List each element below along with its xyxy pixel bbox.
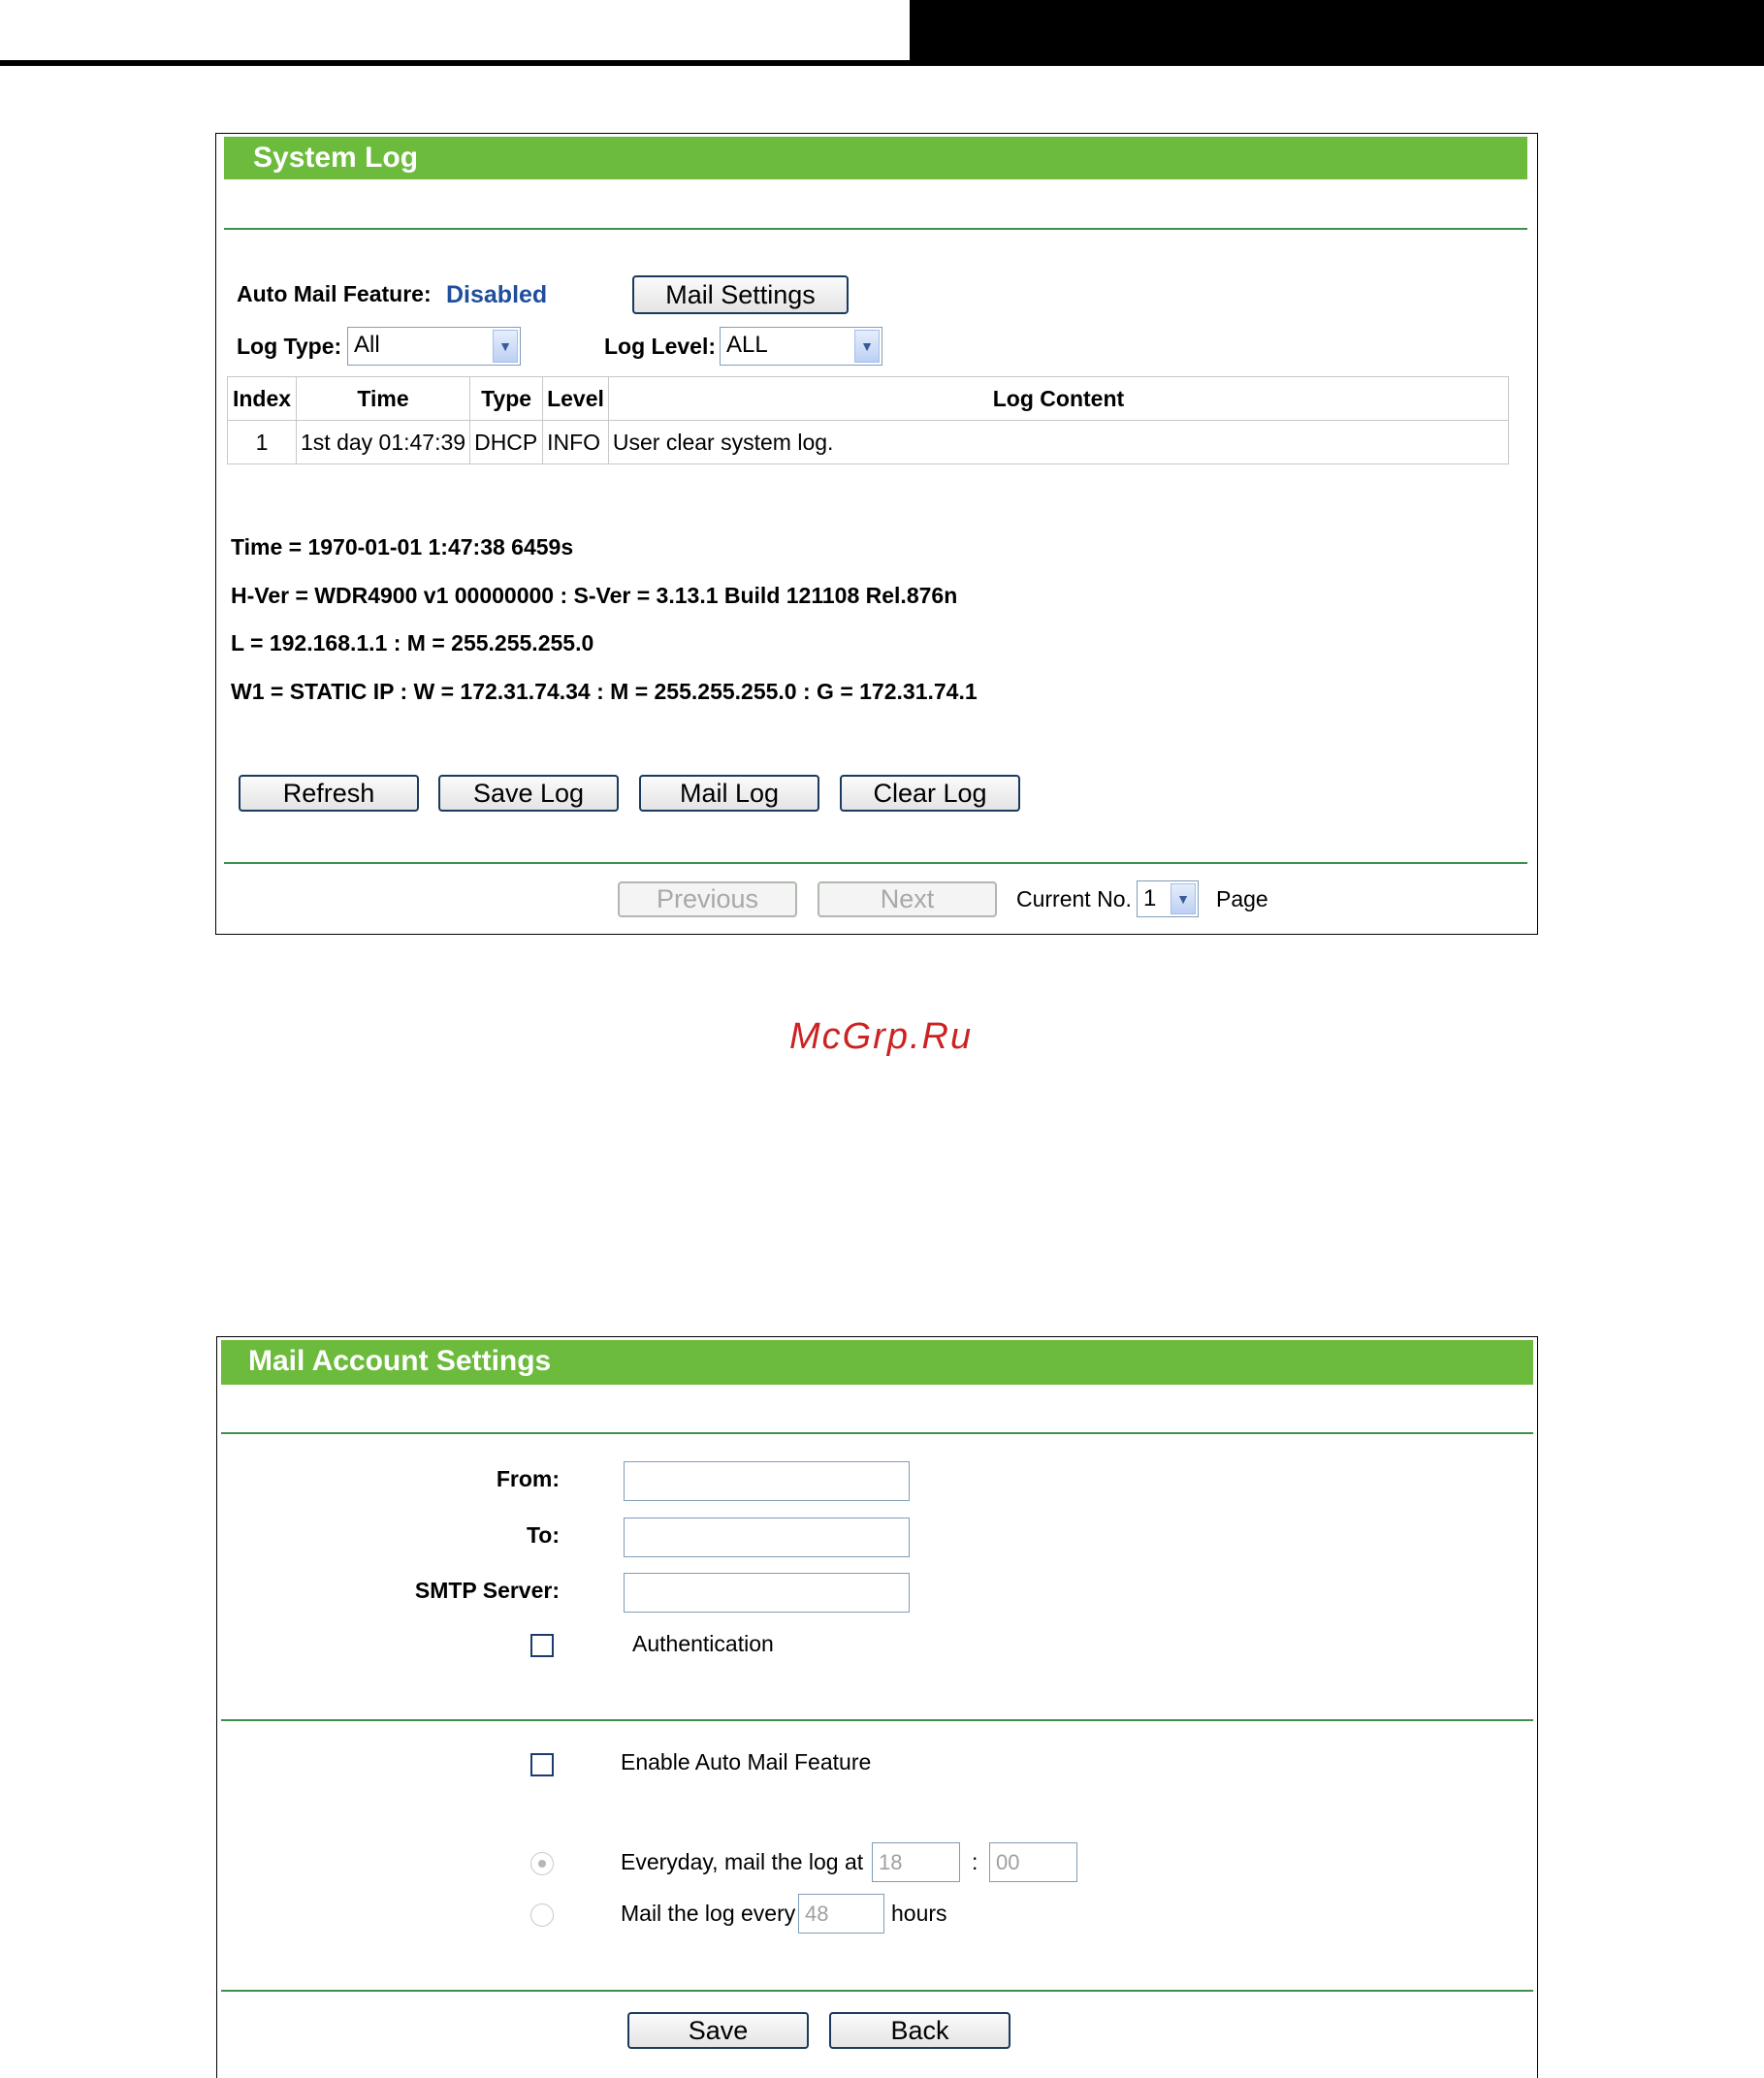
from-label: From: xyxy=(496,1466,560,1491)
cell-index: 1 xyxy=(228,421,297,464)
everyday-label: Everyday, mail the log at xyxy=(621,1849,864,1874)
enable-auto-mail-checkbox[interactable] xyxy=(530,1753,554,1776)
clear-log-button[interactable]: Clear Log xyxy=(840,775,1020,812)
info-version: H-Ver = WDR4900 v1 00000000 : S-Ver = 3.13.1 Build 121108 Rel.876n xyxy=(231,583,958,608)
everyday-radio[interactable] xyxy=(530,1852,554,1875)
chevron-down-icon: ▼ xyxy=(1171,883,1196,914)
header-black-block xyxy=(910,0,1764,66)
log-type-label: Log Type: xyxy=(237,334,342,359)
log-level-select[interactable] xyxy=(720,327,882,366)
page-label: Page xyxy=(1216,886,1268,911)
chevron-down-icon: ▼ xyxy=(493,330,518,363)
info-wan: W1 = STATIC IP : W = 172.31.74.34 : M = 255.255.255.0 : G = 172.31.74.1 xyxy=(231,679,978,704)
divider xyxy=(224,228,1527,230)
cell-level: INFO xyxy=(543,421,609,464)
divider xyxy=(221,1719,1533,1721)
watermark-text: McGrp.Ru xyxy=(789,1016,974,1057)
current-no-label: Current No. xyxy=(1016,886,1132,911)
header-rule xyxy=(0,60,912,66)
cell-time: 1st day 01:47:39 xyxy=(297,421,470,464)
auto-mail-status: Disabled xyxy=(446,281,548,308)
authentication-label: Authentication xyxy=(632,1631,774,1656)
save-button[interactable]: Save xyxy=(627,2012,809,2049)
cell-type: DHCP xyxy=(470,421,543,464)
hour-input[interactable] xyxy=(873,1843,959,1881)
info-lan: L = 192.168.1.1 : M = 255.255.255.0 xyxy=(231,630,594,655)
mail-log-button[interactable]: Mail Log xyxy=(639,775,819,812)
hours-interval-input[interactable] xyxy=(799,1895,883,1933)
to-field[interactable] xyxy=(624,1518,910,1557)
smtp-server-label: SMTP Server: xyxy=(414,1578,560,1603)
from-field[interactable] xyxy=(624,1461,910,1501)
info-time: Time = 1970-01-01 1:47:38 6459s xyxy=(231,534,574,559)
auto-mail-label: Auto Mail Feature: xyxy=(237,281,432,306)
hour-field[interactable] xyxy=(872,1842,960,1882)
divider xyxy=(224,862,1527,864)
column-header-index: Index xyxy=(228,377,297,421)
system-log-title: System Log xyxy=(224,137,1527,179)
log-level-label: Log Level: xyxy=(604,334,717,359)
mail-settings-panel xyxy=(216,1336,1538,2078)
radio-selected-dot xyxy=(538,1860,546,1868)
back-button[interactable]: Back xyxy=(829,2012,1010,2049)
next-button[interactable]: Next xyxy=(818,881,997,917)
log-level-value: ALL xyxy=(726,332,768,358)
save-log-button[interactable]: Save Log xyxy=(438,775,619,812)
authentication-checkbox[interactable] xyxy=(530,1634,554,1657)
refresh-button[interactable]: Refresh xyxy=(239,775,419,812)
hours-label: hours xyxy=(891,1901,947,1926)
mail-settings-title: Mail Account Settings xyxy=(221,1340,1533,1385)
column-header-time: Time xyxy=(297,377,470,421)
page-select[interactable] xyxy=(1137,880,1199,917)
minute-field[interactable] xyxy=(989,1842,1077,1882)
divider xyxy=(221,1990,1533,1992)
log-type-select[interactable] xyxy=(347,327,521,366)
mail-every-label: Mail the log every xyxy=(621,1901,796,1926)
to-input[interactable] xyxy=(625,1519,909,1556)
mail-settings-button[interactable]: Mail Settings xyxy=(632,275,849,314)
log-table xyxy=(227,376,1509,464)
log-type-value: All xyxy=(354,332,380,358)
to-label: To: xyxy=(526,1522,560,1548)
column-header-log-content: Log Content xyxy=(608,377,1508,421)
smtp-server-input[interactable] xyxy=(625,1574,909,1612)
minute-input[interactable] xyxy=(990,1843,1076,1881)
table-row xyxy=(228,421,1509,464)
enable-auto-mail-label: Enable Auto Mail Feature xyxy=(621,1749,872,1774)
hours-interval-field[interactable] xyxy=(798,1894,884,1934)
from-input[interactable] xyxy=(625,1462,909,1500)
column-header-level: Level xyxy=(543,377,609,421)
divider xyxy=(221,1432,1533,1434)
page-select-value: 1 xyxy=(1143,885,1157,911)
smtp-server-field[interactable] xyxy=(624,1573,910,1613)
chevron-down-icon: ▼ xyxy=(854,330,880,363)
cell-log-content: User clear system log. xyxy=(608,421,1508,464)
time-separator: : xyxy=(972,1849,978,1874)
table-header-row xyxy=(228,377,1509,421)
column-header-type: Type xyxy=(470,377,543,421)
previous-button[interactable]: Previous xyxy=(618,881,797,917)
mail-every-radio[interactable] xyxy=(530,1903,554,1927)
